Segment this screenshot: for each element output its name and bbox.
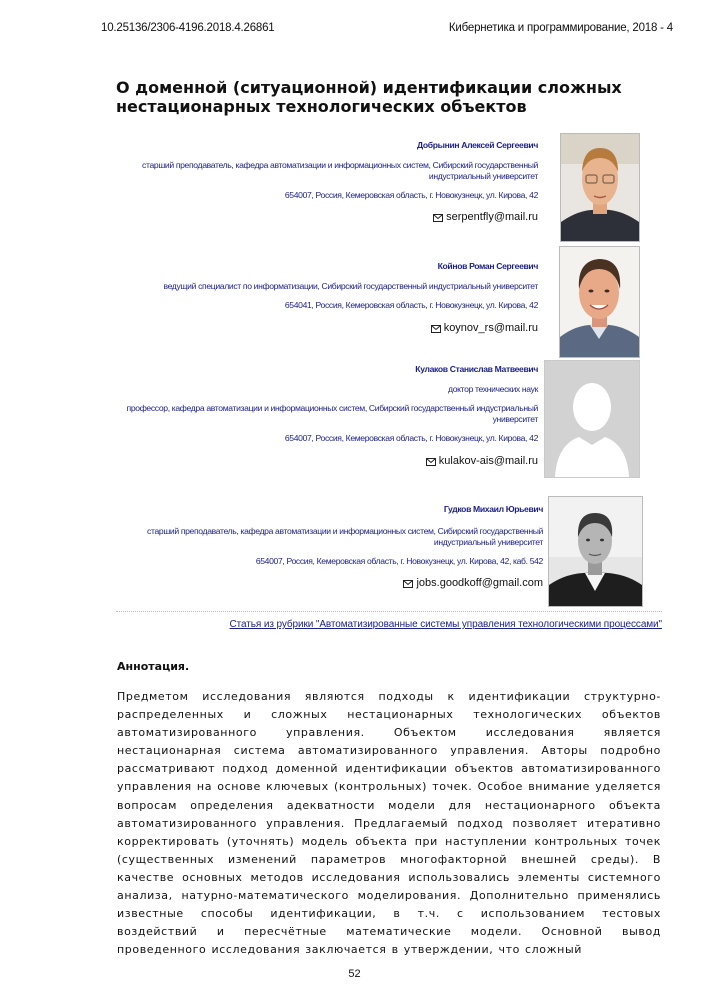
author-address: 654041, Россия, Кемеровская область, г. Новокузнецк, ул. Кирова, 42 xyxy=(284,300,538,310)
author-block xyxy=(103,504,543,589)
author-email[interactable] xyxy=(108,212,538,223)
author-photo xyxy=(548,496,643,607)
email-text[interactable]: kulakov-ais@mail.ru xyxy=(438,455,538,467)
abstract-text: Предметом исследования являются подходы к идентификации структурно-распределенных и сложных нестационарных технологических объектов автоматизированного управления. Объектом исследования является нестационарная система автоматизированного управления. Авторы подробно рассматривают подход доменной идентификации объектов автоматизированного управления на основе ключевых (контрольных) точек. Особое внимание уделяется вопросам определения адекватности модели для нестационарного объекта автоматизированного управления. Предлагаемый подход позволяет итеративно корректировать (уточнять) модель объекта при наступлении контрольных точек (существенных изменений параметров многофакторной внешней среды). В качестве основных методов исследования использовались элементы системного анализа, натурно-математического моделирования. Дополнительно применялись известные способы идентификации, в т.ч. с использованием тестовых воздействий и пересчётные математические модели. Основной вывод проведенного исследования заключается в утверждении, что сложный xyxy=(117,690,661,957)
author-email[interactable] xyxy=(98,456,538,467)
author-name[interactable]: Кулаков Станислав Матвеевич xyxy=(415,364,538,374)
mail-icon xyxy=(433,214,443,222)
author-position: старший преподаватель, кафедра автоматизации и информационных систем, Сибирский государственный индустриальный университет xyxy=(142,160,538,181)
author-position: старший преподаватель, кафедра автоматизации и информационных систем, Сибирский государственный индустриальный университет xyxy=(147,526,543,547)
author-address: 654007, Россия, Кемеровская область, г. Новокузнецк, ул. Кирова, 42 xyxy=(284,433,538,443)
author-photo xyxy=(559,246,640,358)
author-position: ведущий специалист по информатизации, Сибирский государственный индустриальный университет xyxy=(163,281,538,291)
article-title: О доменной (ситуационной) идентификации сложных нестационарных технологических объектов xyxy=(116,78,622,116)
avatar-placeholder-icon xyxy=(544,360,640,478)
author-block xyxy=(108,140,538,223)
email-text[interactable]: jobs.goodkoff@gmail.com xyxy=(416,577,543,589)
rubric-link[interactable]: Статья из рубрики "Автоматизированные системы управления технологическими процессами" xyxy=(229,619,662,630)
author-degree: доктор технических наук xyxy=(448,384,538,394)
author-name[interactable]: Койнов Роман Сергеевич xyxy=(437,261,538,271)
mail-icon xyxy=(426,458,436,466)
author-address: 654007, Россия, Кемеровская область, г. Новокузнецк, ул. Кирова, 42 xyxy=(284,190,538,200)
section-divider xyxy=(116,611,662,612)
author-photo xyxy=(560,133,640,242)
email-text[interactable]: koynov_rs@mail.ru xyxy=(443,322,538,334)
page-number: 52 xyxy=(348,968,361,980)
author-position: профессор, кафедра автоматизации и информационных систем, Сибирский государственный индустриальный университет xyxy=(126,403,538,424)
author-name[interactable]: Гудков Михаил Юрьевич xyxy=(443,504,543,514)
mail-icon xyxy=(403,580,413,588)
author-address: 654007, Россия, Кемеровская область, г. Новокузнецк, ул. Кирова, 42, каб. 542 xyxy=(255,556,543,566)
mail-icon xyxy=(431,325,441,333)
abstract-heading: Аннотация. xyxy=(117,660,190,673)
author-block xyxy=(98,261,538,334)
email-text[interactable]: serpentfly@mail.ru xyxy=(446,211,538,223)
author-email[interactable] xyxy=(103,578,543,589)
author-email[interactable] xyxy=(98,323,538,334)
author-name[interactable]: Добрынин Алексей Сергеевич xyxy=(416,140,538,150)
doi: 10.25136/2306-4196.2018.4.26861 xyxy=(101,22,275,34)
author-block xyxy=(98,364,538,467)
journal-name: Кибернетика и программирование, 2018 - 4 xyxy=(448,22,673,34)
